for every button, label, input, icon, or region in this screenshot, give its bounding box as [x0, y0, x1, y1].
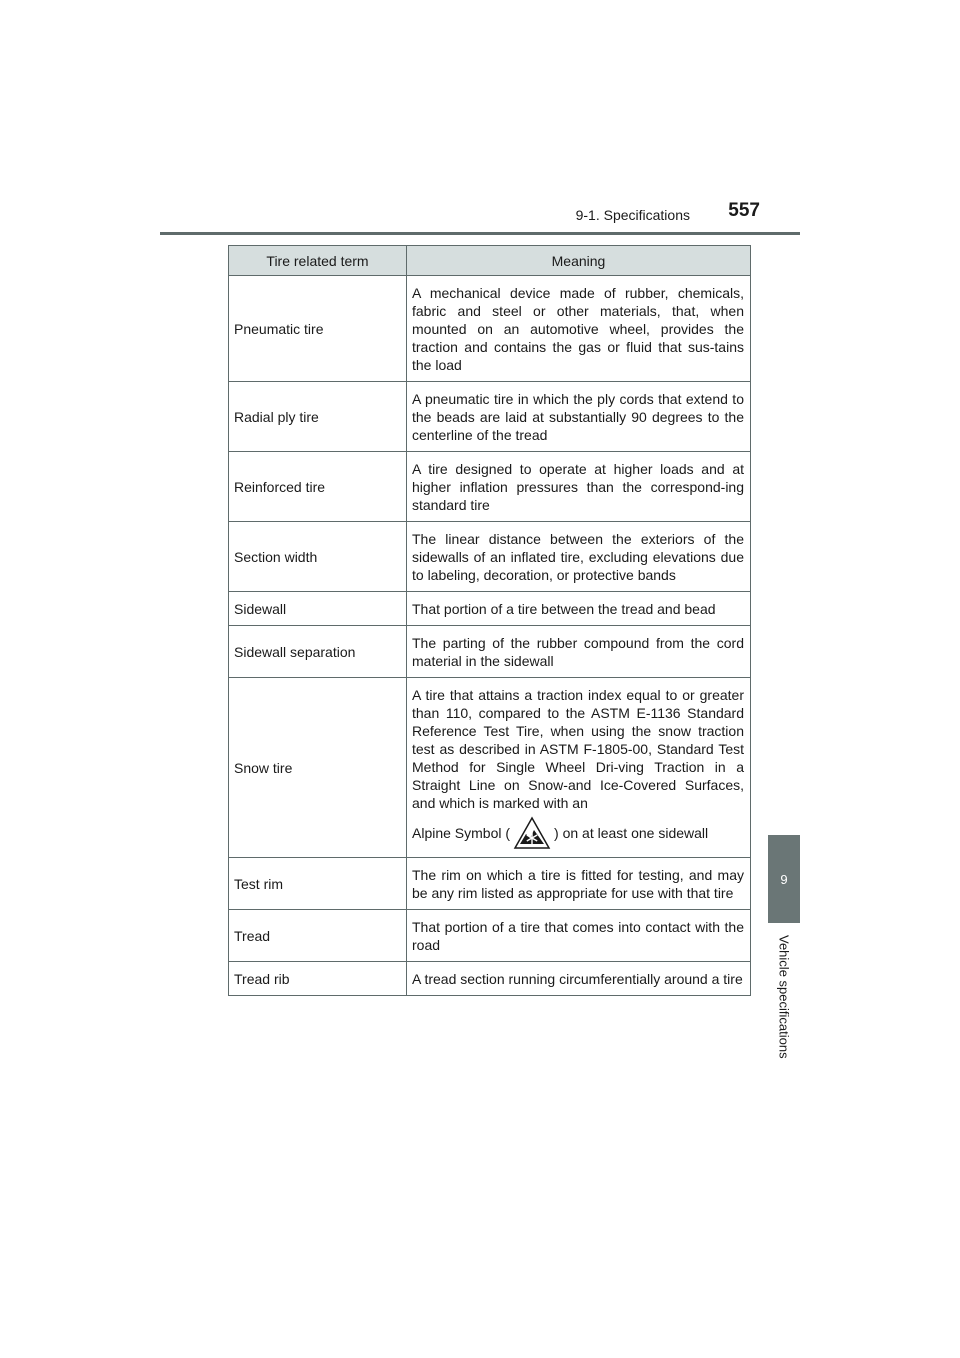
table-row	[229, 382, 751, 452]
meaning-cell: A tread section running circumferentially around a tire	[407, 962, 751, 996]
column-header-term: Tire related term	[229, 246, 407, 276]
term-cell: Tread rib	[229, 962, 407, 996]
alpine-snowflake-icon	[512, 816, 552, 850]
meaning-cell: The rim on which a tire is fitted for testing, and may be any rim listed as appropriate for use with that tire	[407, 858, 751, 910]
meaning-text: A tire that attains a traction index equal to or greater than 110, compared to the ASTM E-1136 Standard Reference Test Tire, when using the snow traction test as described in ASTM F-1805-00, Standard Test Method for Single Wheel Dri-ving Traction in a Straight Line on Snow-and Ice-Covered Surfaces, and which is marked with an	[412, 687, 744, 811]
alpine-symbol-line	[412, 816, 744, 850]
table-row	[229, 962, 751, 996]
table-row	[229, 452, 751, 522]
term-cell: Reinforced tire	[229, 452, 407, 522]
term-cell: Test rim	[229, 858, 407, 910]
column-header-meaning: Meaning	[407, 246, 751, 276]
section-title: 9-1. Specifications	[575, 207, 690, 223]
meaning-cell: That portion of a tire that comes into contact with the road	[407, 910, 751, 962]
term-cell: Pneumatic tire	[229, 276, 407, 382]
table-header-row	[229, 246, 751, 276]
table-row	[229, 858, 751, 910]
table-row	[229, 522, 751, 592]
meaning-cell	[407, 678, 751, 858]
term-cell: Tread	[229, 910, 407, 962]
meaning-cell: A tire designed to operate at higher loads and at higher inflation pressures than the correspond-ing standard tire	[407, 452, 751, 522]
table-row	[229, 678, 751, 858]
tire-terms-table	[228, 245, 751, 996]
table-row	[229, 592, 751, 626]
meaning-cell: That portion of a tire between the tread and bead	[407, 592, 751, 626]
meaning-cell: The linear distance between the exteriors of the sidewalls of an inflated tire, excluding elevations due to labeling, decoration, or protective bands	[407, 522, 751, 592]
term-cell: Radial ply tire	[229, 382, 407, 452]
meaning-cell: The parting of the rubber compound from the cord material in the sidewall	[407, 626, 751, 678]
alpine-text-before: Alpine Symbol (	[412, 825, 511, 841]
alpine-text-after: ) on at least one sidewall	[554, 825, 709, 841]
meaning-cell: A pneumatic tire in which the ply cords that extend to the beads are laid at substantially 90 degrees to the centerline of the tread	[407, 382, 751, 452]
page-number: 557	[728, 200, 760, 221]
term-cell: Sidewall separation	[229, 626, 407, 678]
table-row	[229, 626, 751, 678]
meaning-cell: A mechanical device made of rubber, chemicals, fabric and steel or other materials, that, when mounted on an automotive wheel, provides the traction and contains the gas or fluid that sus-tains the load	[407, 276, 751, 382]
table-row	[229, 276, 751, 382]
chapter-tab	[768, 835, 800, 923]
term-cell: Section width	[229, 522, 407, 592]
table-row	[229, 910, 751, 962]
chapter-number: 9	[780, 871, 788, 887]
chapter-label: Vehicle specifications	[776, 935, 792, 1059]
term-cell: Snow tire	[229, 678, 407, 858]
header-divider	[160, 232, 800, 235]
term-cell: Sidewall	[229, 592, 407, 626]
